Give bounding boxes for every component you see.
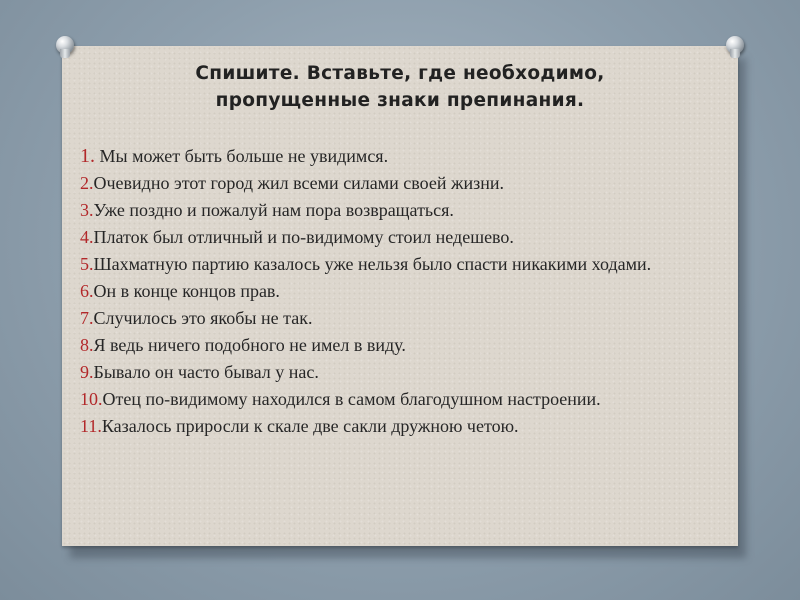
item-number: 1. [80, 145, 95, 167]
item-number: 9. [80, 362, 94, 382]
exercise-title [62, 60, 738, 114]
list-item [80, 224, 720, 251]
list-item [80, 413, 720, 440]
item-number: 8. [80, 335, 94, 355]
item-number: 6. [80, 281, 94, 301]
item-text: Отец по-видимому находился в самом благодушном настроении. [102, 389, 601, 409]
list-item [80, 197, 720, 224]
title-line-2: пропущенные знаки препинания. [215, 90, 585, 111]
item-text: Он в конце концов прав. [93, 281, 280, 301]
item-text: Очевидно этот город жил всеми силами своей жизни. [93, 173, 504, 193]
list-item [80, 386, 720, 413]
title-line-1: Спишите. Вставьте, где необходимо, [195, 63, 605, 84]
list-item [80, 359, 720, 386]
item-text: Я ведь ничего подобного не имел в виду. [93, 335, 406, 355]
item-text: Платок был отличный и по-видимому стоил недешево. [93, 227, 514, 247]
item-number: 2. [80, 173, 94, 193]
sentence-list [80, 143, 720, 440]
list-item [80, 332, 720, 359]
list-item [80, 143, 720, 170]
item-number: 3. [80, 200, 94, 220]
list-item [80, 305, 720, 332]
item-text: Шахматную партию казалось уже нельзя было спасти никакими ходами. [93, 254, 652, 274]
pushpin-icon [56, 36, 74, 54]
item-text: Казалось приросли к скале две сакли дружною четою. [101, 416, 519, 436]
item-text: Бывало он часто бывал у нас. [93, 362, 319, 382]
list-item [80, 278, 720, 305]
item-number: 10. [80, 389, 103, 409]
list-item [80, 170, 720, 197]
list-item [80, 251, 720, 278]
item-text: Случилось это якобы не так. [93, 308, 313, 328]
item-text: Уже поздно и пожалуй нам пора возвращаться. [93, 200, 454, 220]
item-number: 4. [80, 227, 94, 247]
item-number: 11. [80, 416, 102, 436]
item-text: Мы может быть больше не увидимся. [95, 146, 389, 166]
item-number: 7. [80, 308, 94, 328]
pushpin-icon [726, 36, 744, 54]
item-number: 5. [80, 254, 94, 274]
